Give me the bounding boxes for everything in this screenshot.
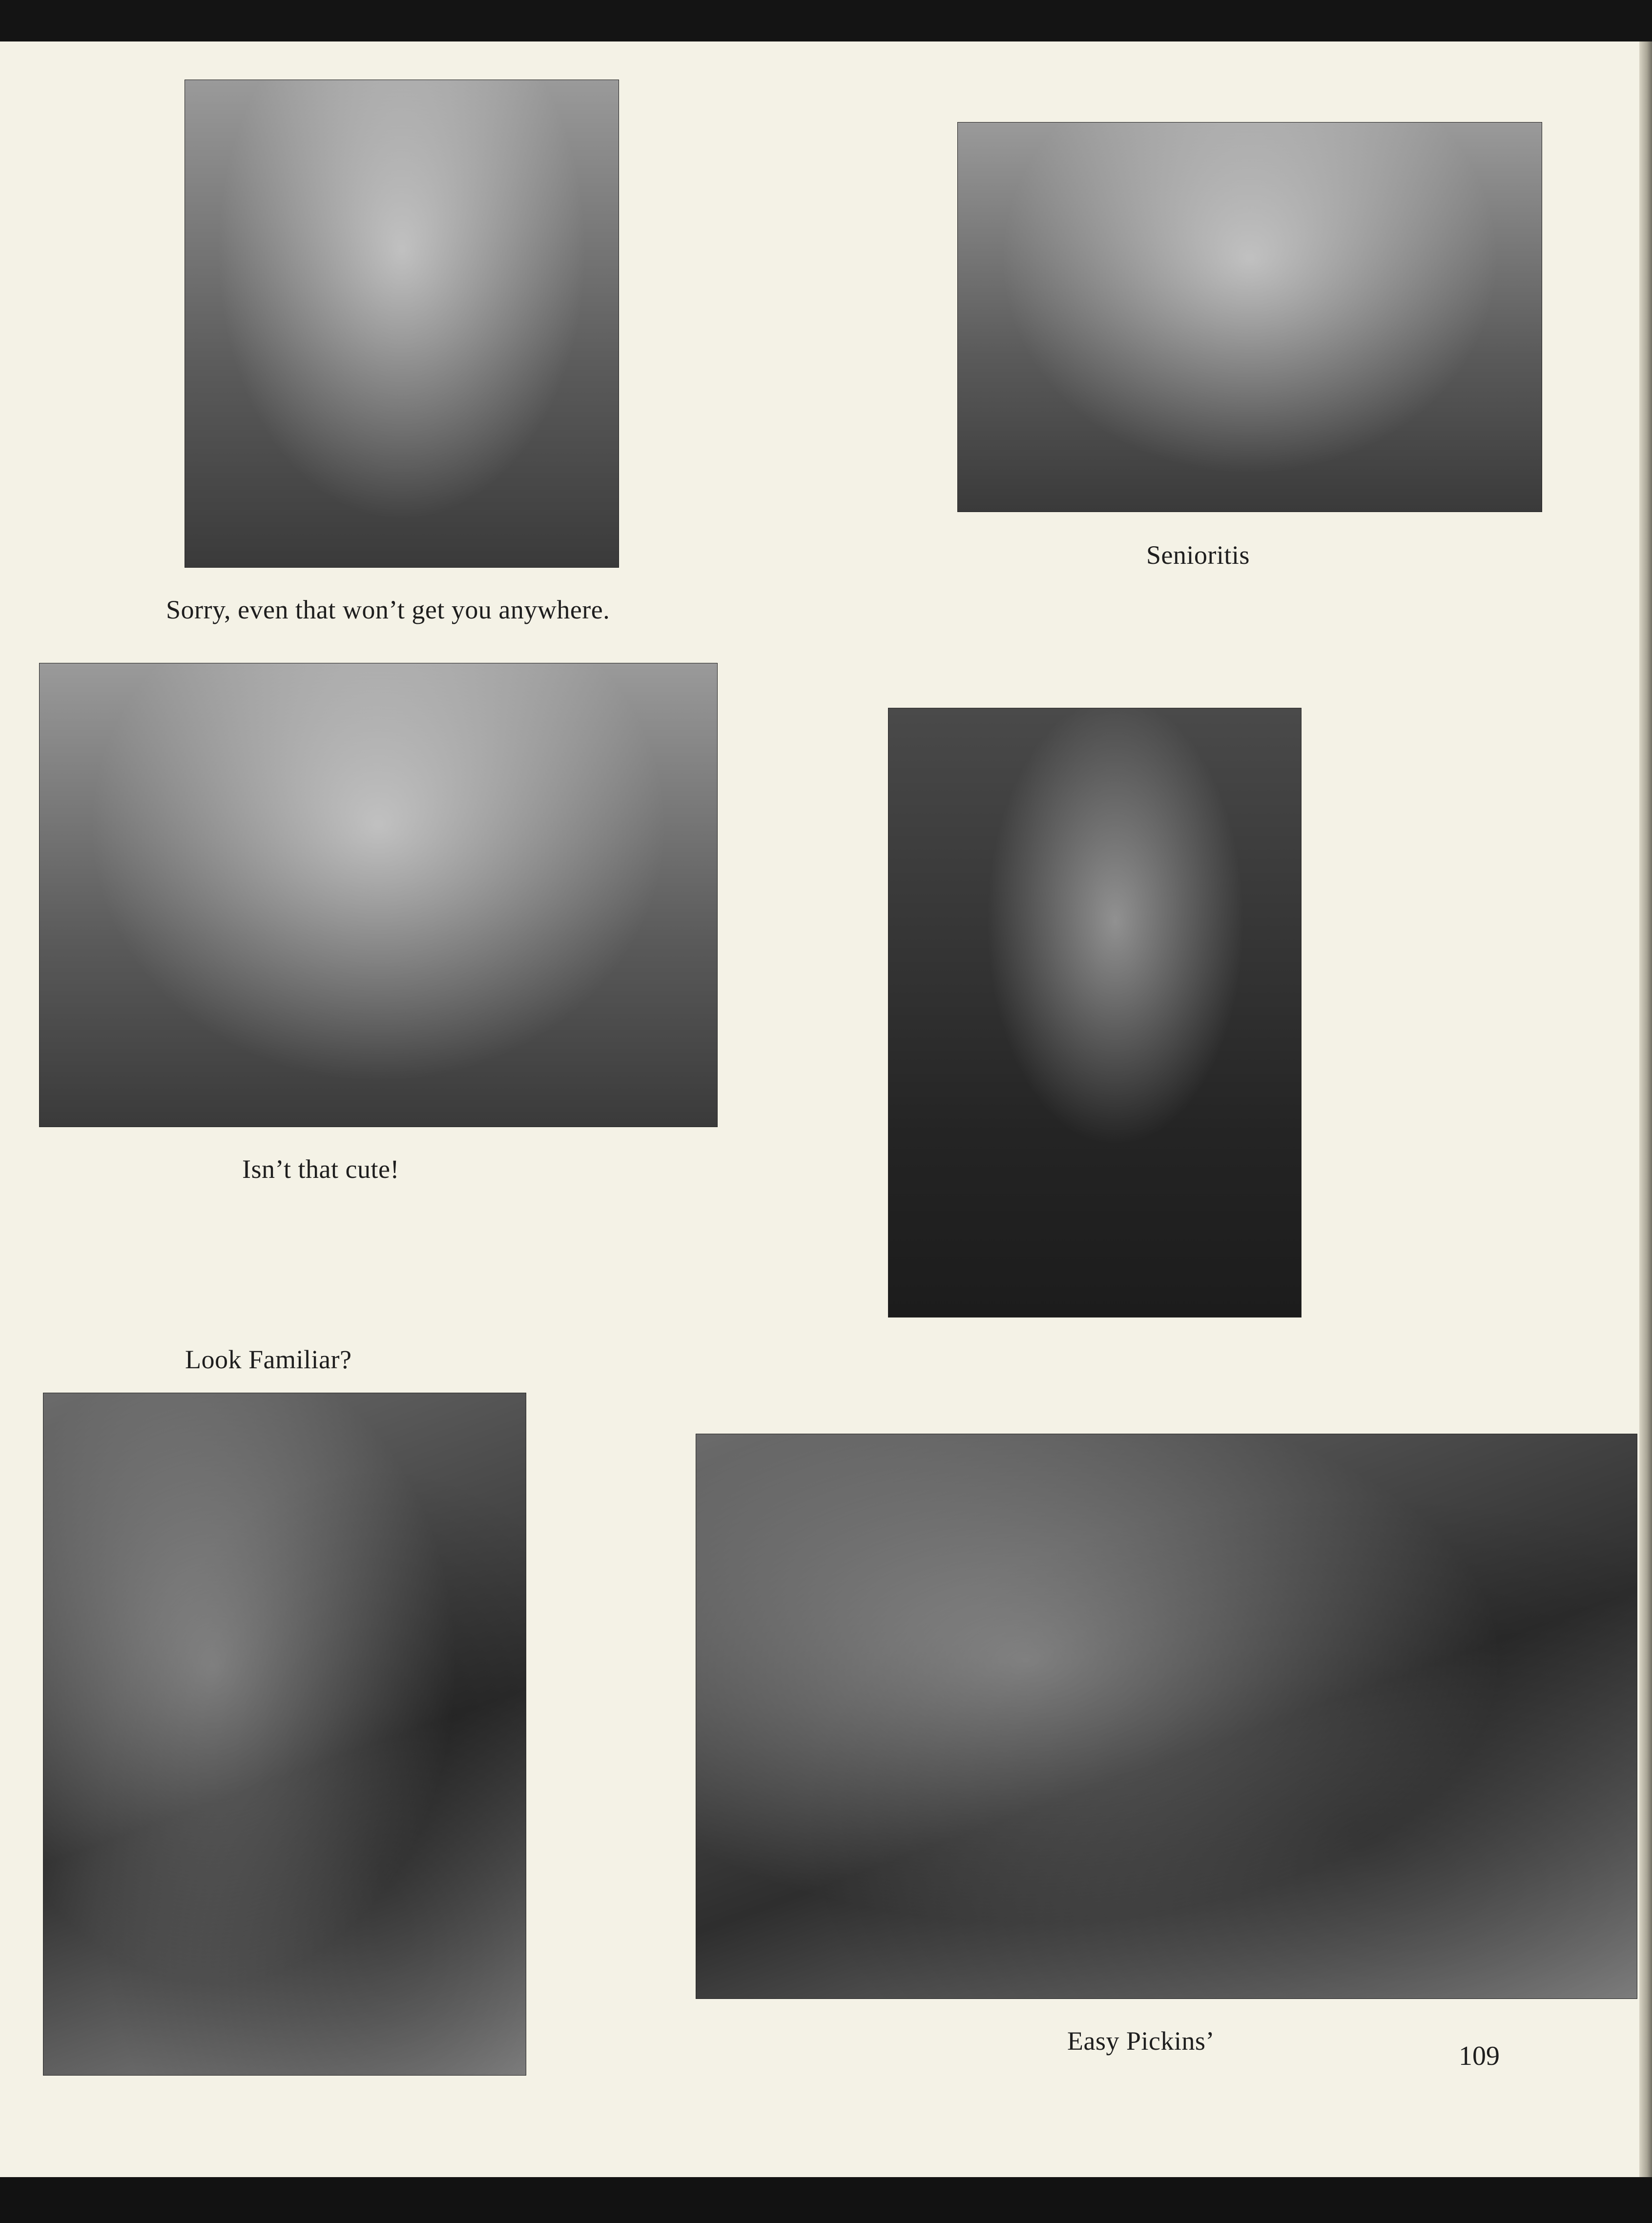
scan-border-bottom xyxy=(0,2177,1652,2223)
caption-pickins: Easy Pickins’ xyxy=(1067,2026,1215,2056)
photo-three-friends-by-lockers xyxy=(39,663,718,1127)
scan-border-top xyxy=(0,0,1652,43)
caption-familiar: Look Familiar? xyxy=(185,1345,352,1374)
page-number: 109 xyxy=(1459,2041,1500,2071)
page-spine-edge xyxy=(1639,41,1652,2177)
photo-two-students-on-sidewalk xyxy=(43,1393,526,2076)
photo-group-of-students-seated xyxy=(696,1434,1637,1999)
photo-girl-in-hard-hat xyxy=(888,708,1301,1317)
caption-cute: Isn’t that cute! xyxy=(242,1154,399,1184)
photo-three-students-standing xyxy=(185,80,619,568)
caption-sorry: Sorry, even that won’t get you anywhere. xyxy=(166,595,610,624)
caption-senioritis: Senioritis xyxy=(1146,540,1250,570)
photo-cat-sleeping-on-railing xyxy=(957,122,1542,512)
